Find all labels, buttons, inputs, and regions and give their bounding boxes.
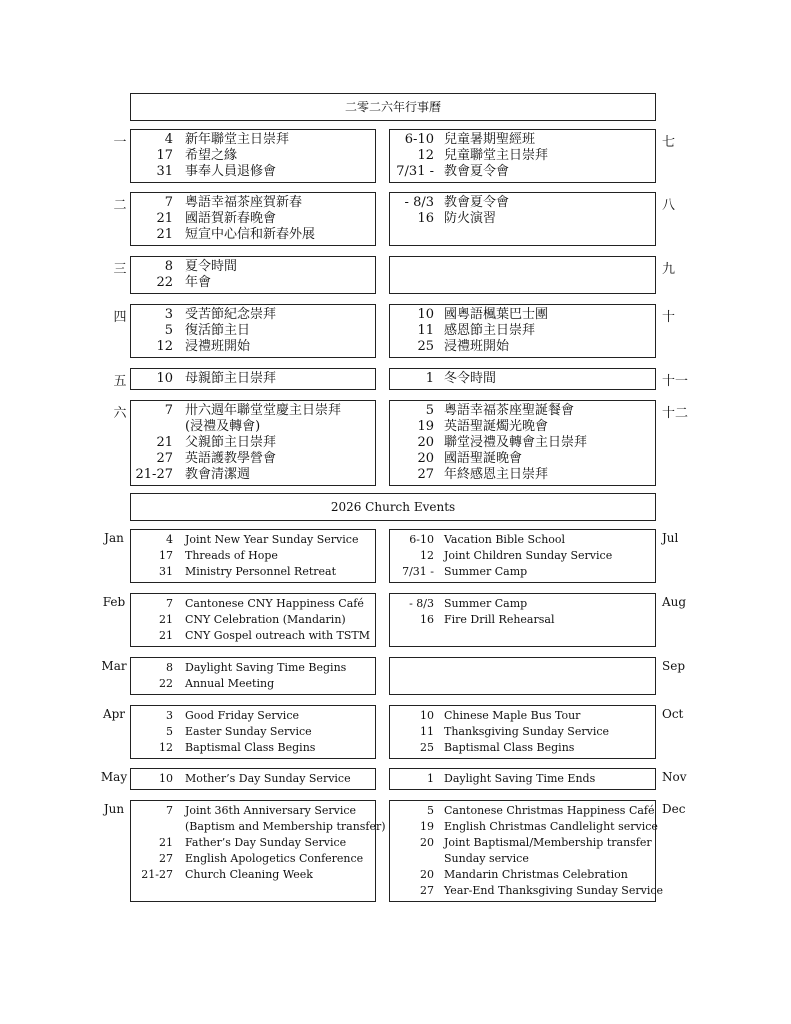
event-date: 5 — [164, 323, 173, 338]
event-row — [131, 339, 375, 355]
event-date: 22 — [159, 677, 173, 690]
event-name: Baptismal Class Begins — [185, 741, 316, 754]
event-row — [131, 835, 375, 851]
event-row — [390, 596, 655, 612]
event-row — [131, 660, 375, 676]
english-event-box-right — [389, 768, 656, 790]
event-row — [131, 467, 375, 483]
english-month-label-right: Nov — [662, 770, 687, 784]
event-row — [390, 435, 655, 451]
event-date: 5 — [427, 804, 434, 817]
event-row — [390, 771, 655, 787]
event-row — [131, 451, 375, 467]
event-name: 國語聖誕晚會 — [444, 451, 523, 466]
event-row — [390, 339, 655, 355]
chinese-event-box-right — [389, 400, 656, 486]
event-row — [131, 819, 386, 835]
event-date: 27 — [159, 852, 173, 865]
event-date: 4 — [164, 132, 173, 147]
event-name: Joint New Year Sunday Service — [185, 533, 359, 546]
event-row — [390, 467, 655, 483]
event-name: 粵語幸福茶座賀新春 — [185, 195, 303, 210]
chinese-event-box-right — [389, 129, 656, 183]
event-name: Daylight Saving Time Ends — [444, 772, 596, 785]
event-row — [390, 612, 655, 628]
event-name: Summer Camp — [444, 565, 528, 578]
event-date: 16 — [420, 613, 434, 626]
chinese-event-box-right — [389, 256, 656, 294]
event-date: 5 — [425, 403, 434, 418]
event-row — [131, 435, 375, 451]
event-name: 防火演習 — [444, 211, 497, 226]
event-name: Cantonese Christmas Happiness Café — [444, 804, 655, 817]
event-name: (浸禮及轉會) — [185, 419, 261, 434]
event-name: 國粵語楓葉巴士團 — [444, 307, 549, 322]
event-row — [131, 259, 375, 275]
event-date: 8 — [164, 259, 173, 274]
event-name: 聯堂浸禮及轉會主日崇拜 — [444, 435, 588, 450]
english-month-label-right: Jul — [662, 531, 679, 545]
event-date: 17 — [156, 148, 173, 163]
event-date: 12 — [159, 741, 173, 754]
english-month-label-left: May — [100, 770, 128, 784]
event-name: Daylight Saving Time Begins — [185, 661, 347, 674]
event-date: 27 — [420, 884, 434, 897]
event-name: Good Friday Service — [185, 709, 299, 722]
event-name: 短宣中心信和新春外展 — [185, 227, 316, 242]
english-month-label-left: Apr — [102, 707, 126, 721]
chinese-event-box-left — [130, 304, 376, 358]
chinese-month-label-right: 九 — [662, 262, 676, 277]
chinese-month-label-right: 十二 — [662, 406, 689, 421]
event-row — [390, 211, 655, 227]
chinese-event-box-left — [130, 256, 376, 294]
event-name: 英語護教學營會 — [185, 451, 277, 466]
chinese-title: 二零二六年行事曆 — [130, 93, 656, 121]
chinese-event-box-left — [130, 129, 376, 183]
event-row — [390, 451, 655, 467]
event-row — [131, 132, 375, 148]
event-row — [390, 564, 655, 580]
event-date: 4 — [166, 533, 173, 546]
event-date: 17 — [159, 549, 173, 562]
event-date: 31 — [156, 164, 173, 179]
event-name: Easter Sunday Service — [185, 725, 312, 738]
event-name: 國語賀新春晚會 — [185, 211, 277, 226]
event-date: 7/31 - — [396, 164, 434, 179]
event-row — [131, 596, 375, 612]
event-row — [131, 867, 375, 883]
english-month-label-right: Aug — [662, 595, 687, 609]
event-date: 27 — [417, 467, 434, 482]
event-row — [131, 211, 375, 227]
event-date: 25 — [417, 339, 434, 354]
event-row — [390, 371, 655, 387]
event-row — [390, 148, 655, 164]
event-name: 感恩節主日崇拜 — [444, 323, 536, 338]
english-month-label-right: Dec — [662, 802, 686, 816]
event-row — [390, 867, 655, 883]
event-name: Chinese Maple Bus Tour — [444, 709, 581, 722]
event-date: 7 — [164, 195, 173, 210]
chinese-event-box-right — [389, 304, 656, 358]
event-row — [131, 851, 375, 867]
english-event-box-right — [389, 529, 656, 583]
event-name: CNY Gospel outreach with TSTM — [185, 629, 371, 642]
event-date: 11 — [420, 725, 434, 738]
english-event-box-left — [130, 705, 376, 759]
event-row — [131, 612, 375, 628]
english-event-box-left — [130, 657, 376, 695]
english-month-label-right: Sep — [662, 659, 686, 673]
event-row — [131, 803, 375, 819]
event-name: 受苦節紀念崇拜 — [185, 307, 277, 322]
event-row — [390, 819, 658, 835]
event-date: - 8/3 — [404, 195, 434, 210]
event-date: 16 — [417, 211, 434, 226]
event-name: Church Cleaning Week — [185, 868, 313, 881]
event-date: 31 — [159, 565, 173, 578]
event-date: 1 — [427, 772, 434, 785]
event-name: 教會夏令會 — [444, 195, 510, 210]
event-row — [131, 548, 375, 564]
event-name: 兒童暑期聖經班 — [444, 132, 536, 147]
chinese-event-box-right — [389, 368, 656, 390]
event-row — [390, 132, 655, 148]
event-name: Joint Baptismal/Membership transfer — [444, 836, 652, 849]
event-row — [390, 851, 655, 867]
event-row — [131, 164, 375, 180]
event-date: 10 — [420, 709, 434, 722]
event-name: 英語聖誕燭光晚會 — [444, 419, 549, 434]
event-name: Cantonese CNY Happiness Café — [185, 597, 364, 610]
english-event-box-right — [389, 657, 656, 695]
english-month-label-left: Mar — [101, 659, 127, 673]
chinese-event-box-right — [389, 192, 656, 246]
chinese-event-box-left — [130, 400, 376, 486]
event-date: 20 — [420, 868, 434, 881]
chinese-month-label-right: 八 — [662, 198, 676, 213]
event-name: Mandarin Christmas Celebration — [444, 868, 628, 881]
event-date: 22 — [156, 275, 173, 290]
event-name: 母親節主日崇拜 — [185, 371, 277, 386]
event-row — [390, 403, 655, 419]
chinese-month-label-left: 四 — [113, 310, 127, 325]
event-name: Year-End Thanksgiving Sunday Service — [444, 884, 664, 897]
event-row — [131, 564, 375, 580]
event-date: 6-10 — [409, 533, 434, 546]
english-event-box-left — [130, 768, 376, 790]
event-name: Joint Children Sunday Service — [444, 549, 613, 562]
event-name: 粵語幸福茶座聖誕餐會 — [444, 403, 575, 418]
event-date: 7/31 - — [402, 565, 434, 578]
event-row — [390, 708, 655, 724]
event-name: 父親節主日崇拜 — [185, 435, 277, 450]
english-title: 2026 Church Events — [130, 493, 656, 521]
event-row — [131, 628, 375, 644]
event-name: 事奉人員退修會 — [185, 164, 277, 179]
event-name: 教會夏令會 — [444, 164, 510, 179]
event-date: 10 — [159, 772, 173, 785]
chinese-month-label-left: 一 — [113, 135, 127, 150]
event-name: Vacation Bible School — [444, 533, 566, 546]
event-row — [390, 548, 655, 564]
event-date: 12 — [420, 549, 434, 562]
event-date: 1 — [425, 371, 434, 386]
event-date: 21 — [156, 211, 173, 226]
event-date: 3 — [166, 709, 173, 722]
event-date: 27 — [156, 451, 173, 466]
event-row — [390, 724, 655, 740]
event-date: 8 — [166, 661, 173, 674]
event-name: 年會 — [185, 275, 212, 290]
event-row — [131, 148, 375, 164]
event-date: 25 — [420, 741, 434, 754]
english-event-box-right — [389, 705, 656, 759]
event-date: 21 — [159, 613, 173, 626]
event-row — [131, 275, 375, 291]
event-date: 7 — [164, 403, 173, 418]
english-month-label-left: Jun — [103, 802, 125, 816]
event-name: English Apologetics Conference — [185, 852, 364, 865]
event-name: Sunday service — [444, 852, 529, 865]
english-month-label-left: Jan — [104, 531, 124, 545]
event-date: 12 — [417, 148, 434, 163]
event-row — [131, 307, 375, 323]
event-row — [131, 676, 375, 692]
chinese-month-label-left: 五 — [113, 374, 127, 389]
chinese-month-label-left: 六 — [113, 406, 127, 421]
event-date: 11 — [417, 323, 434, 338]
english-event-box-left — [130, 593, 376, 647]
event-row — [131, 724, 375, 740]
event-date: 21 — [159, 629, 173, 642]
event-row — [390, 803, 655, 819]
english-event-box-right — [389, 593, 656, 647]
event-row — [390, 164, 655, 180]
event-name: Joint 36th Anniversary Service — [185, 804, 357, 817]
event-name: 年終感恩主日崇拜 — [444, 467, 549, 482]
event-row — [131, 227, 375, 243]
event-date: 21-27 — [135, 467, 173, 482]
event-row — [390, 323, 655, 339]
event-name: Father’s Day Sunday Service — [185, 836, 347, 849]
event-name: Threads of Hope — [185, 549, 278, 562]
event-name: 夏令時間 — [185, 259, 238, 274]
event-name: English Christmas Candlelight service — [444, 820, 658, 833]
event-row — [390, 532, 655, 548]
event-date: 10 — [417, 307, 434, 322]
english-event-box-left — [130, 529, 376, 583]
chinese-month-label-left: 二 — [113, 198, 127, 213]
event-date: 21 — [159, 836, 173, 849]
event-name: 教會清潔週 — [185, 467, 251, 482]
chinese-month-label-right: 七 — [662, 135, 676, 150]
event-row — [390, 195, 655, 211]
event-date: 7 — [166, 597, 173, 610]
english-month-label-right: Oct — [662, 707, 684, 721]
event-name: Mother’s Day Sunday Service — [185, 772, 351, 785]
event-name: 浸禮班開始 — [185, 339, 251, 354]
event-row — [390, 419, 655, 435]
event-date: - 8/3 — [409, 597, 434, 610]
event-name: 復活節主日 — [185, 323, 251, 338]
event-name: Thanksgiving Sunday Service — [444, 725, 610, 738]
event-row — [131, 403, 375, 419]
event-name: 希望之緣 — [185, 148, 238, 163]
event-name: Summer Camp — [444, 597, 528, 610]
chinese-month-label-right: 十一 — [662, 374, 689, 389]
event-name: Ministry Personnel Retreat — [185, 565, 337, 578]
event-date: 12 — [156, 339, 173, 354]
event-name: Fire Drill Rehearsal — [444, 613, 555, 626]
event-row — [131, 532, 375, 548]
english-event-box-right — [389, 800, 664, 902]
event-name: 新年聯堂主日崇拜 — [185, 132, 290, 147]
event-row — [390, 883, 664, 899]
event-date: 5 — [166, 725, 173, 738]
chinese-month-label-left: 三 — [113, 262, 127, 277]
event-date: 21 — [156, 227, 173, 242]
event-date: 19 — [417, 419, 434, 434]
event-date: 6-10 — [404, 132, 434, 147]
event-date: 21 — [156, 435, 173, 450]
event-row — [131, 195, 375, 211]
event-date: 19 — [420, 820, 434, 833]
event-row — [131, 740, 375, 756]
event-date: 20 — [417, 451, 434, 466]
event-date: 7 — [166, 804, 173, 817]
event-name: 冬令時間 — [444, 371, 497, 386]
chinese-month-label-right: 十 — [662, 310, 676, 325]
english-event-box-left — [130, 800, 386, 902]
chinese-event-box-left — [130, 192, 376, 246]
event-row — [390, 307, 655, 323]
event-row — [390, 740, 655, 756]
event-date: 21-27 — [141, 868, 173, 881]
event-date: 20 — [420, 836, 434, 849]
event-row — [131, 419, 375, 435]
event-name: Baptismal Class Begins — [444, 741, 575, 754]
event-date: 20 — [417, 435, 434, 450]
event-name: CNY Celebration (Mandarin) — [185, 613, 346, 626]
event-name: 浸禮班開始 — [444, 339, 510, 354]
event-date: 10 — [156, 371, 173, 386]
event-row — [390, 835, 655, 851]
english-month-label-left: Feb — [102, 595, 126, 609]
chinese-event-box-left — [130, 368, 376, 390]
event-name: (Baptism and Membership transfer) — [185, 820, 386, 833]
event-name: Annual Meeting — [185, 677, 275, 690]
event-name: 卅六週年聯堂堂慶主日崇拜 — [185, 403, 342, 418]
event-row — [131, 371, 375, 387]
event-date: 3 — [164, 307, 173, 322]
event-row — [131, 708, 375, 724]
event-name: 兒童聯堂主日崇拜 — [444, 148, 549, 163]
event-row — [131, 323, 375, 339]
event-row — [131, 771, 375, 787]
